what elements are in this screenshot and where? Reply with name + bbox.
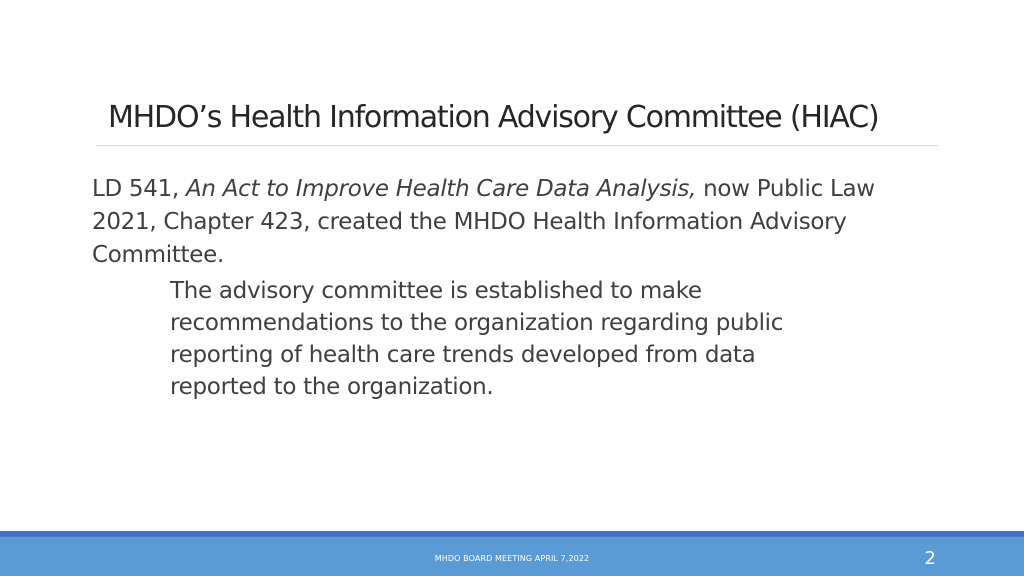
title-divider [96,145,938,146]
slide-title: MHDO’s Health Information Advisory Committee (HIAC) [108,100,879,135]
paragraph-prefix: LD 541, [92,176,186,202]
body-paragraph [92,173,942,272]
act-title: An Act to Improve Health Care Data Analysis, [185,176,697,202]
quoted-statute: The advisory committee is established to make recommendations to the organization regarding public reporting of health care trends developed from data reported to the organization. [170,278,784,400]
footer-text: MHDO BOARD MEETING APRIL 7,2022 [434,554,590,563]
page-number: 2 [924,548,936,569]
paragraph-suffix: now Public Law 2021, Chapter 423, created the MHDO Health Information Advisory Committee. [92,176,875,268]
